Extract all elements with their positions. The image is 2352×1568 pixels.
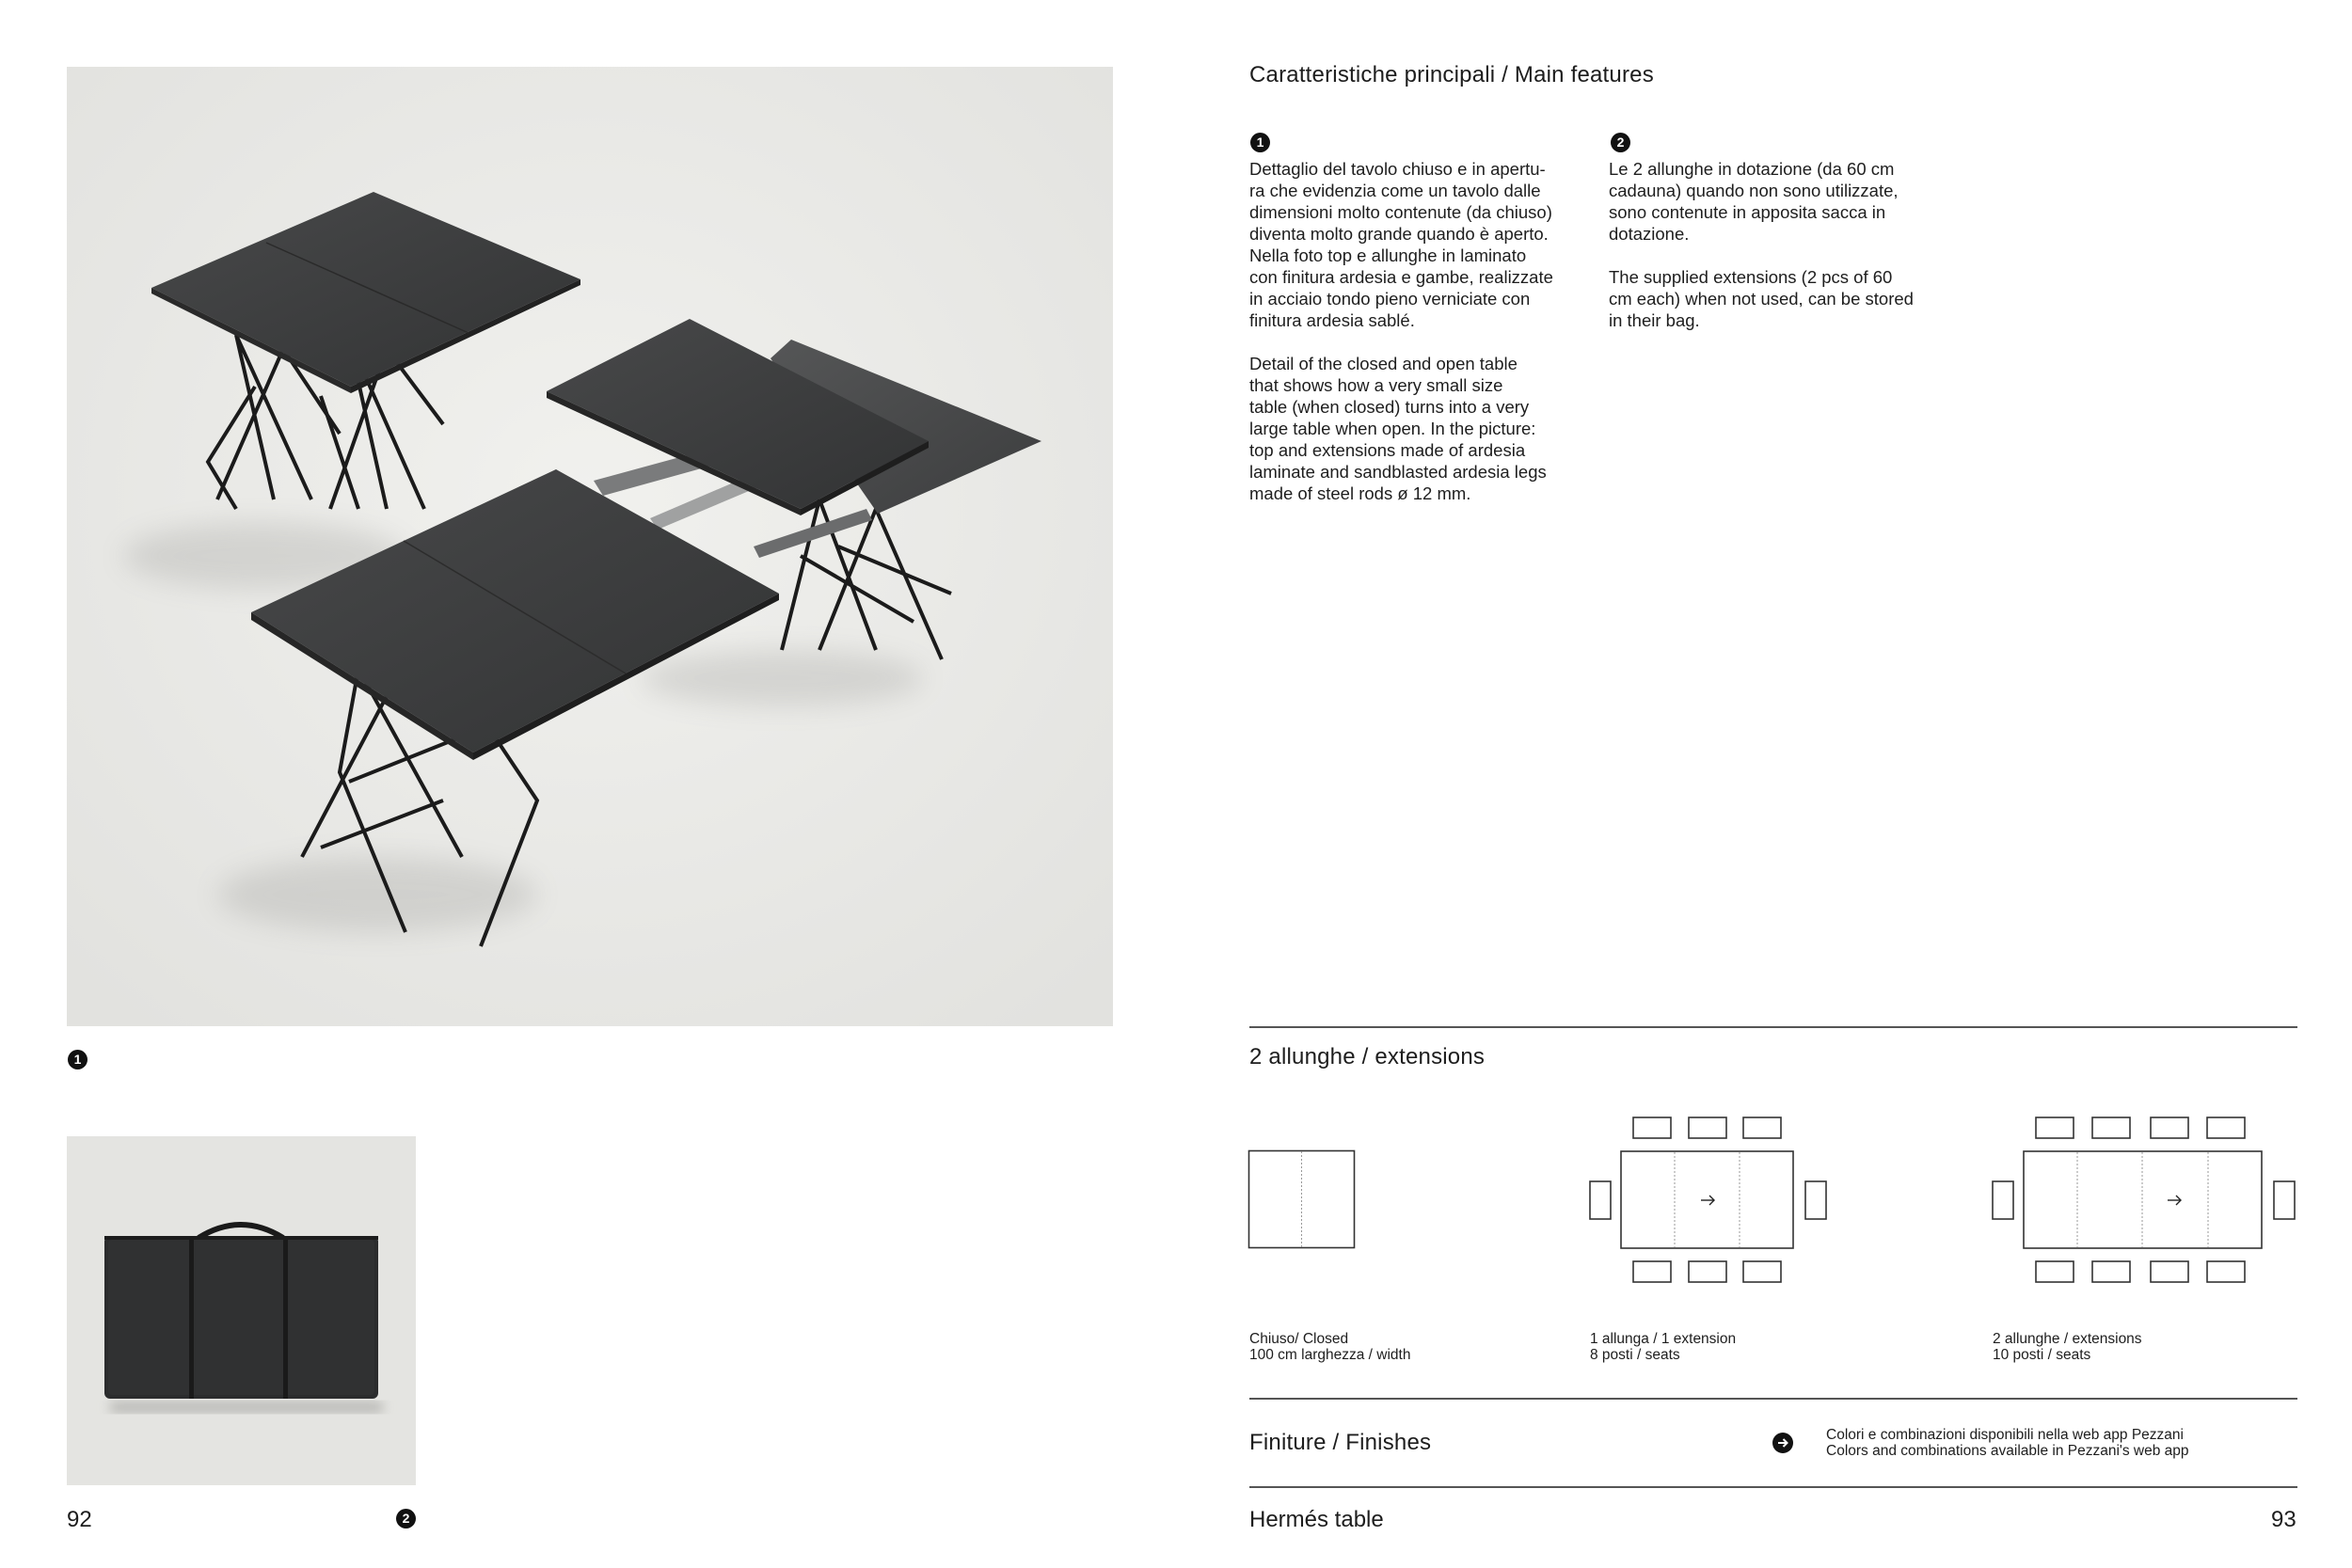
feature1-text [1249, 158, 1607, 526]
diagram-one-extension [1588, 1116, 1833, 1290]
feature1-english: Detail of the closed and open table that shows how a very small size table (when closed) turns into a very large table when open. In the picture: top and extensions made of ardesia laminate and sandblasted ardesia legs made of steel rods ø 12 mm. [1249, 354, 1547, 503]
divider-extensions [1249, 1026, 2297, 1028]
divider-footer [1249, 1486, 2297, 1488]
section-title: Caratteristiche principali / Main features [1249, 62, 1654, 87]
footer-title: Hermés table [1249, 1507, 1384, 1532]
divider-finishes [1249, 1398, 2297, 1400]
diagram-closed [1248, 1149, 1360, 1253]
feature1-italian: Dettaglio del tavolo chiuso e in apertu- ra che evidenzia come un tavolo dalle dimensioni molto contenute (da chiuso) diventa molto grande quando è aperto. Nella foto top e allunghe in laminato con finitura ardesia e gambe, realizzate in acciaio tondo pieno verniciate con finitura ardesia sablé. [1249, 159, 1553, 330]
finishes-note-english: Colors and combinations available in Pezzani's web app [1826, 1443, 2189, 1459]
caption-two-extensions [1993, 1331, 2142, 1363]
caption-closed [1249, 1331, 1410, 1363]
feature2-italian: Le 2 allunghe in dotazione (da 60 cm cadauna) quando non sono utilizzate, sono contenute in apposita sacca in dotazione. [1609, 159, 1899, 244]
caption-one-extension [1590, 1331, 1736, 1363]
caption-one-extension-line1: 1 allunga / 1 extension [1590, 1331, 1737, 1347]
diagram-two-extensions [1991, 1116, 2301, 1290]
right-page-number: 93 [2271, 1507, 2296, 1532]
main-table-photo [67, 67, 1113, 1026]
arrow-link-icon[interactable] [1772, 1433, 1793, 1453]
arrow-right-icon [1701, 1196, 1714, 1205]
caption-two-extensions-line2: 10 posti / seats [1993, 1347, 2091, 1363]
photo2-marker: 2 [396, 1509, 416, 1528]
extensions-heading: 2 allunghe / extensions [1249, 1044, 1486, 1069]
feature2-text [1609, 158, 1966, 353]
caption-closed-line1: Chiuso/ Closed [1249, 1331, 1349, 1347]
feature2-marker: 2 [1611, 133, 1630, 152]
feature1-marker: 1 [1250, 133, 1270, 152]
caption-closed-line2: 100 cm larghezza / width [1249, 1347, 1411, 1363]
photo1-marker: 1 [68, 1050, 87, 1069]
arrow-right-icon [2168, 1196, 2181, 1205]
finishes-note-italian: Colori e combinazioni disponibili nella web app Pezzani [1826, 1427, 2184, 1443]
finishes-heading: Finiture / Finishes [1249, 1430, 1432, 1455]
caption-one-extension-line2: 8 posti / seats [1590, 1347, 1680, 1363]
left-page-number: 92 [67, 1507, 92, 1532]
feature2-english: The supplied extensions (2 pcs of 60 cm each) when not used, can be stored in their bag. [1609, 267, 1914, 330]
finishes-note [1826, 1427, 2189, 1459]
storage-bag-photo [67, 1136, 416, 1485]
caption-two-extensions-line1: 2 allunghe / extensions [1993, 1331, 2142, 1347]
